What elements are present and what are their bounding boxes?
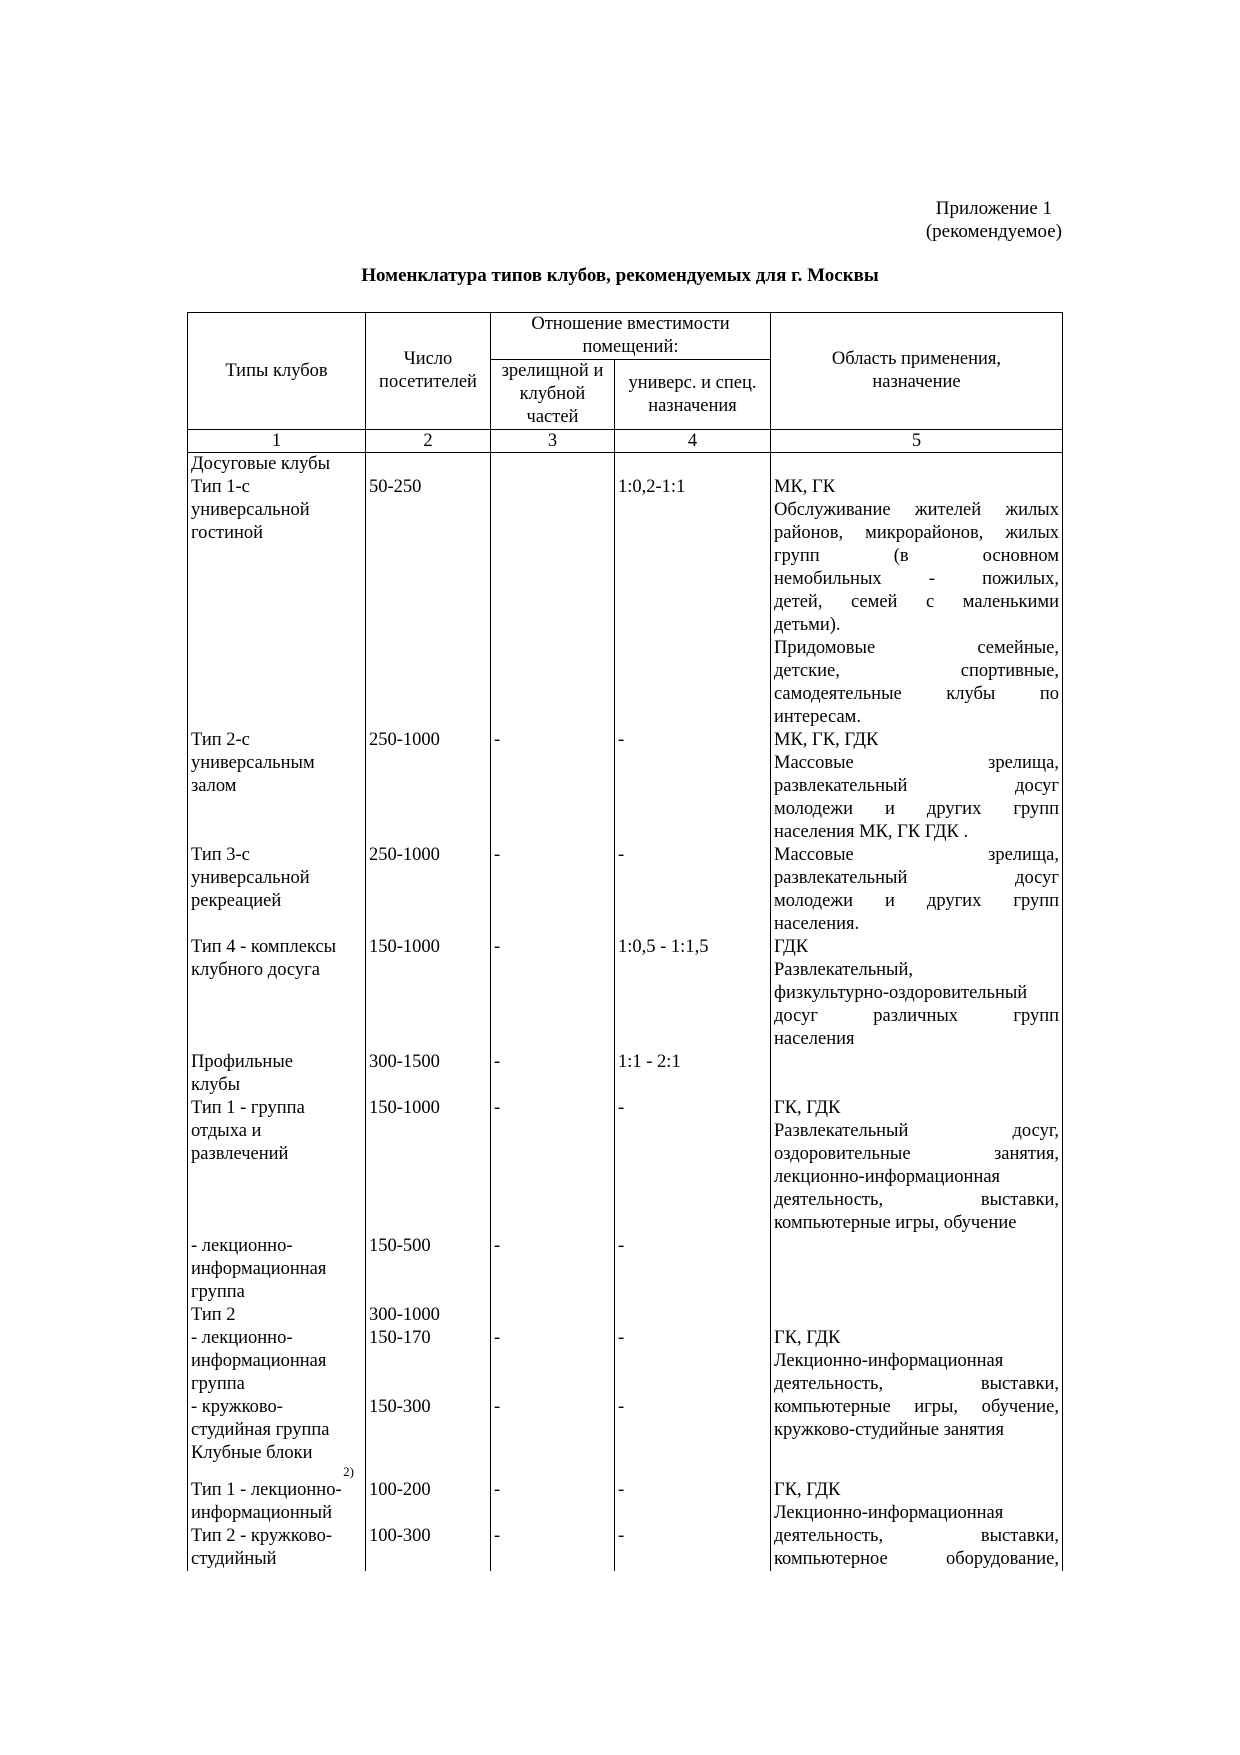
table-row xyxy=(188,1235,1063,1304)
club-type-line: клубы xyxy=(191,1075,241,1095)
visitors-cell: 100-200 xyxy=(366,1479,491,1525)
application-area-line: интересам. xyxy=(774,707,861,727)
club-type-line: Тип 4 - комплексы xyxy=(191,937,337,957)
application-area-line: ГК, ГДК xyxy=(774,1328,841,1348)
application-area-cell xyxy=(771,1304,1063,1327)
application-area-cell xyxy=(771,1051,1063,1097)
club-type-line: группа xyxy=(191,1374,245,1394)
application-area-line: Массовые зрелища, xyxy=(774,753,1059,773)
header-club-types: Типы клубов xyxy=(188,313,366,430)
application-area-line: ГК, ГДК xyxy=(774,1480,841,1500)
table-row xyxy=(188,1051,1063,1097)
club-type-line: универсальной xyxy=(191,868,310,888)
club-type-line: клубного досуга xyxy=(191,960,320,980)
application-area-line: молодежи и других групп xyxy=(774,799,1059,819)
club-type-cell xyxy=(188,453,366,477)
header-capacity-ratio: Отношение вместимости помещений: xyxy=(491,313,771,360)
visitors-cell: 250-1000 xyxy=(366,844,491,936)
application-area-cell xyxy=(771,1396,1063,1442)
column-number: 5 xyxy=(771,430,1063,453)
club-types-table xyxy=(187,312,1063,1571)
application-area-cell xyxy=(771,1525,1063,1571)
spectacle-ratio-cell xyxy=(491,476,615,729)
special-ratio-cell xyxy=(615,1442,771,1479)
application-area-line: компьютерные игры, обучение xyxy=(774,1213,1017,1233)
header-spectacle-club: зрелищной и клубной частей xyxy=(491,360,615,430)
special-ratio-cell: - xyxy=(615,1396,771,1442)
spectacle-ratio-cell: - xyxy=(491,1525,615,1571)
application-area-line: Массовые зрелища, xyxy=(774,845,1059,865)
special-ratio-cell: - xyxy=(615,1479,771,1525)
application-area-line: детьми). xyxy=(774,615,841,635)
spectacle-ratio-cell: - xyxy=(491,1097,615,1235)
club-type-cell xyxy=(188,476,366,729)
column-number-row xyxy=(188,430,1063,453)
spectacle-ratio-cell: - xyxy=(491,1396,615,1442)
application-area-line: кружково-студийные занятия xyxy=(774,1420,1005,1440)
application-area-line: компьютерное оборудование, xyxy=(774,1549,1059,1569)
special-ratio-cell: - xyxy=(615,1327,771,1396)
appendix-status: (рекомендуемое) xyxy=(925,221,1062,242)
table-body xyxy=(188,430,1063,1572)
application-area-line: развлекательный досуг xyxy=(774,776,1059,796)
special-ratio-cell: 1:0,5 - 1:1,5 xyxy=(615,936,771,1051)
club-type-line: Досуговые клубы xyxy=(191,454,330,474)
club-type-cell xyxy=(188,1442,366,1479)
column-number: 2 xyxy=(366,430,491,453)
club-type-line: информационная xyxy=(191,1259,327,1279)
club-type-line: студийная группа xyxy=(191,1420,330,1440)
application-area-line: ГК, ГДК xyxy=(774,1098,841,1118)
application-area-line: населения xyxy=(774,1029,855,1049)
application-area-line: физкультурно-оздоровительный xyxy=(774,983,1028,1003)
column-number: 4 xyxy=(615,430,771,453)
special-ratio-cell: - xyxy=(615,1097,771,1235)
club-type-line: развлечений xyxy=(191,1144,289,1164)
visitors-cell: 150-1000 xyxy=(366,936,491,1051)
table-row xyxy=(188,1442,1063,1479)
application-area-line: оздоровительные занятия, xyxy=(774,1144,1059,1164)
visitors-cell: 150-170 xyxy=(366,1327,491,1396)
club-type-line: Тип 1 - группа xyxy=(191,1098,305,1118)
club-type-line: Тип 2 - кружково- xyxy=(191,1526,333,1546)
table-row xyxy=(188,1479,1063,1525)
spectacle-ratio-cell xyxy=(491,1442,615,1479)
footnote-marker: 2) xyxy=(343,1464,354,1479)
club-type-cell xyxy=(188,1304,366,1327)
spectacle-ratio-cell: - xyxy=(491,1479,615,1525)
appendix-number: Приложение 1 xyxy=(935,198,1053,219)
application-area-line: деятельность, выставки, xyxy=(774,1526,1059,1546)
column-number: 3 xyxy=(491,430,615,453)
table-row xyxy=(188,844,1063,936)
application-area-line: ГДК xyxy=(774,937,809,957)
club-type-line: универсальной xyxy=(191,500,310,520)
application-area-line: деятельность, выставки, xyxy=(774,1190,1059,1210)
header-visitors: Число посетителей xyxy=(366,313,491,430)
table-row xyxy=(188,1396,1063,1442)
table-row xyxy=(188,729,1063,844)
application-area-line: населения. xyxy=(774,914,860,934)
application-area-line: детей, семей с маленькими xyxy=(774,592,1059,612)
spectacle-ratio-cell: - xyxy=(491,936,615,1051)
application-area-line: самодеятельные клубы по xyxy=(774,684,1059,704)
header-application-area: Область применения, назначение xyxy=(771,313,1063,430)
visitors-cell: 50-250 xyxy=(366,476,491,729)
application-area-line: лекционно-информационная xyxy=(774,1167,1001,1187)
application-area-line: досуг различных групп xyxy=(774,1006,1059,1026)
club-type-line: Тип 1-с xyxy=(191,477,250,497)
application-area-line: МК, ГК, ГДК xyxy=(774,730,879,750)
application-area-cell xyxy=(771,476,1063,729)
club-type-line: гостиной xyxy=(191,523,264,543)
application-area-line: Обслуживание жителей жилых xyxy=(774,500,1059,520)
application-area-line: районов, микрорайонов, жилых xyxy=(774,523,1059,543)
club-type-cell xyxy=(188,844,366,936)
header-universal-special: универс. и спец. назначения xyxy=(615,360,771,430)
application-area-cell xyxy=(771,936,1063,1051)
club-type-line: информационная xyxy=(191,1351,327,1371)
application-area-line: МК, ГК xyxy=(774,477,836,497)
application-area-line: молодежи и других групп xyxy=(774,891,1059,911)
club-type-line: Тип 2-с xyxy=(191,730,250,750)
visitors-cell xyxy=(366,1442,491,1479)
visitors-cell: 250-1000 xyxy=(366,729,491,844)
spectacle-ratio-cell xyxy=(491,1304,615,1327)
club-type-cell xyxy=(188,1051,366,1097)
spectacle-ratio-cell xyxy=(491,453,615,477)
special-ratio-cell: - xyxy=(615,1235,771,1304)
application-area-cell xyxy=(771,1327,1063,1396)
visitors-cell xyxy=(366,453,491,477)
club-type-line: Тип 3-с xyxy=(191,845,250,865)
club-type-line: группа xyxy=(191,1282,245,1302)
spectacle-ratio-cell: - xyxy=(491,729,615,844)
club-type-line: отдыха и xyxy=(191,1121,262,1141)
club-type-cell xyxy=(188,1479,366,1525)
application-area-cell xyxy=(771,1442,1063,1479)
application-area-line: Придомовые семейные, xyxy=(774,638,1059,658)
special-ratio-cell: - xyxy=(615,844,771,936)
application-area-line: Развлекательный, xyxy=(774,960,914,980)
table-row xyxy=(188,936,1063,1051)
club-type-line: - кружково- xyxy=(191,1397,283,1417)
visitors-cell: 100-300 xyxy=(366,1525,491,1571)
visitors-cell: 150-1000 xyxy=(366,1097,491,1235)
special-ratio-cell xyxy=(615,1304,771,1327)
application-area-line: Развлекательный досуг, xyxy=(774,1121,1059,1141)
table-row xyxy=(188,1327,1063,1396)
application-area-cell xyxy=(771,1479,1063,1525)
table-row xyxy=(188,453,1063,477)
document-title: Номенклатура типов клубов, рекомендуемых для г. Москвы xyxy=(361,265,879,286)
club-type-cell xyxy=(188,1396,366,1442)
club-type-line: Тип 1 - лекционно- xyxy=(191,1480,342,1500)
application-area-line: компьютерные игры, обучение, xyxy=(774,1397,1059,1417)
application-area-line: немобильных - пожилых, xyxy=(774,569,1059,589)
visitors-cell: 300-1000 xyxy=(366,1304,491,1327)
application-area-cell xyxy=(771,844,1063,936)
club-type-line: - лекционно- xyxy=(191,1328,293,1348)
application-area-cell xyxy=(771,1235,1063,1304)
spectacle-ratio-cell: - xyxy=(491,844,615,936)
application-area-line: Лекционно-информационная xyxy=(774,1503,1004,1523)
application-area-line: групп (в основном xyxy=(774,546,1059,566)
special-ratio-cell: 1:1 - 2:1 xyxy=(615,1051,771,1097)
spectacle-ratio-cell: - xyxy=(491,1327,615,1396)
club-type-cell xyxy=(188,1097,366,1235)
table-row xyxy=(188,1525,1063,1571)
table-row xyxy=(188,1304,1063,1327)
spectacle-ratio-cell: - xyxy=(491,1235,615,1304)
club-type-cell xyxy=(188,936,366,1051)
special-ratio-cell: - xyxy=(615,1525,771,1571)
visitors-cell: 150-500 xyxy=(366,1235,491,1304)
application-area-line: развлекательный досуг xyxy=(774,868,1059,888)
special-ratio-cell xyxy=(615,453,771,477)
club-type-cell xyxy=(188,729,366,844)
special-ratio-cell: - xyxy=(615,729,771,844)
club-type-cell xyxy=(188,1235,366,1304)
application-area-line: детские, спортивные, xyxy=(774,661,1059,681)
club-type-line: рекреацией xyxy=(191,891,282,911)
club-type-line: Профильные xyxy=(191,1052,293,1072)
application-area-cell xyxy=(771,1097,1063,1235)
club-type-line: студийный xyxy=(191,1549,277,1569)
club-type-line: - лекционно- xyxy=(191,1236,293,1256)
club-type-line: Клубные блоки xyxy=(191,1443,313,1463)
application-area-line: населения МК, ГК ГДК . xyxy=(774,822,969,842)
club-type-cell xyxy=(188,1327,366,1396)
visitors-cell: 300-1500 xyxy=(366,1051,491,1097)
visitors-cell: 150-300 xyxy=(366,1396,491,1442)
club-type-cell xyxy=(188,1525,366,1571)
club-type-line: Тип 2 xyxy=(191,1305,236,1325)
application-area-cell xyxy=(771,453,1063,477)
appendix-label xyxy=(926,197,1062,243)
club-type-line: залом xyxy=(191,776,237,796)
special-ratio-cell: 1:0,2-1:1 xyxy=(615,476,771,729)
application-area-line: деятельность, выставки, xyxy=(774,1374,1059,1394)
column-number: 1 xyxy=(188,430,366,453)
table-row xyxy=(188,476,1063,729)
table-row xyxy=(188,1097,1063,1235)
spectacle-ratio-cell: - xyxy=(491,1051,615,1097)
application-area-line: Лекционно-информационная xyxy=(774,1351,1004,1371)
club-type-line: универсальным xyxy=(191,753,315,773)
application-area-cell xyxy=(771,729,1063,844)
club-type-line: информационный xyxy=(191,1503,332,1523)
